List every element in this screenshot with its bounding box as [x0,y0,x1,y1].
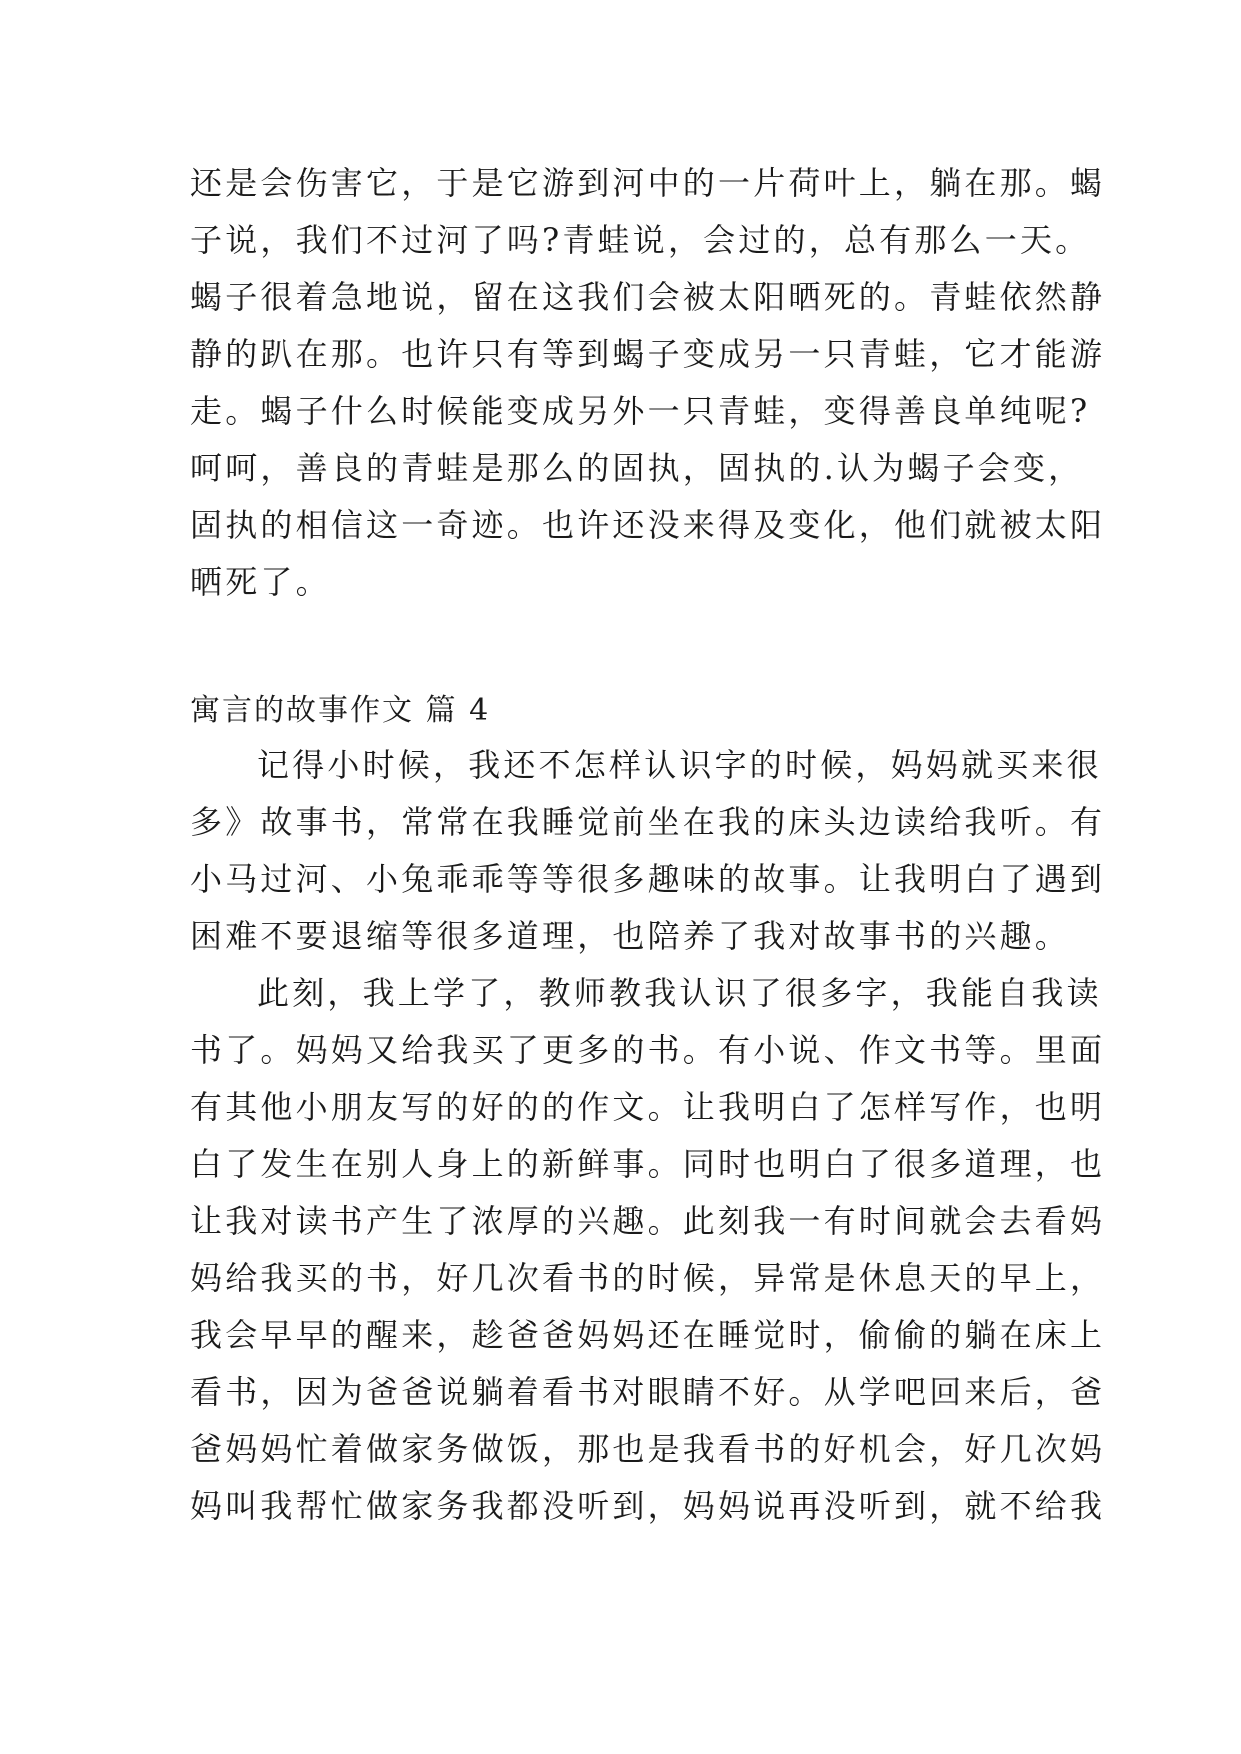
story3-line: 走。蝎子什么时候能变成另外一只青蛙，变得善良单纯呢? [190,392,1091,430]
para2-line: 妈给我买的书，好几次看书的时候，异常是休息天的早上， [190,1259,1106,1297]
para2-line: 妈叫我帮忙做家务我都没听到，妈妈说再没听到，就不给我 [190,1487,1106,1525]
para1-line: 多》故事书，常常在我睡觉前坐在我的床头边读给我听。有 [190,803,1106,841]
para2-line: 爸妈妈忙着做家务做饭，那也是我看书的好机会，好几次妈 [190,1430,1106,1468]
para2-line: 我会早早的醒来，趁爸爸妈妈还在睡觉时，偷偷的躺在床上 [190,1316,1106,1354]
para2-line: 书了。妈妈又给我买了更多的书。有小说、作文书等。里面 [190,1031,1106,1069]
para2-line: 白了发生在别人身上的新鲜事。同时也明白了很多道理，也 [190,1145,1106,1183]
para2-line: 此刻，我上学了，教师教我认识了很多字，我能自我读 [257,974,1102,1012]
story3-line: 固执的相信这一奇迹。也许还没来得及变化，他们就被太阳 [190,506,1106,544]
para2-line: 有其他小朋友写的好的的作文。让我明白了怎样写作，也明 [190,1088,1106,1126]
story3-line: 还是会伤害它，于是它游到河中的一片荷叶上，躺在那。蝎 [190,164,1106,202]
para1-line: 困难不要退缩等很多道理，也陪养了我对故事书的兴趣。 [190,917,1071,955]
section-heading: 寓言的故事作文 篇 4 [190,693,491,728]
story3-line: 呵呵，善良的青蛙是那么的固执，固执的.认为蝎子会变， [190,449,1084,487]
para2-line: 让我对读书产生了浓厚的兴趣。此刻我一有时间就会去看妈 [190,1202,1106,1240]
story3-line: 晒死了。 [190,563,331,601]
story3-line: 子说，我们不过河了吗?青蛙说，会过的，总有那么一天。 [190,221,1091,259]
story3-line: 静的趴在那。也许只有等到蝎子变成另一只青蛙，它才能游 [190,335,1106,373]
para1-line: 记得小时候，我还不怎样认识字的时候，妈妈就买来很 [257,746,1102,784]
para2-line: 看书，因为爸爸说躺着看书对眼睛不好。从学吧回来后，爸 [190,1373,1106,1411]
para1-line: 小马过河、小兔乖乖等等很多趣味的故事。让我明白了遇到 [190,860,1106,898]
story3-line: 蝎子很着急地说，留在这我们会被太阳晒死的。青蛙依然静 [190,278,1106,316]
